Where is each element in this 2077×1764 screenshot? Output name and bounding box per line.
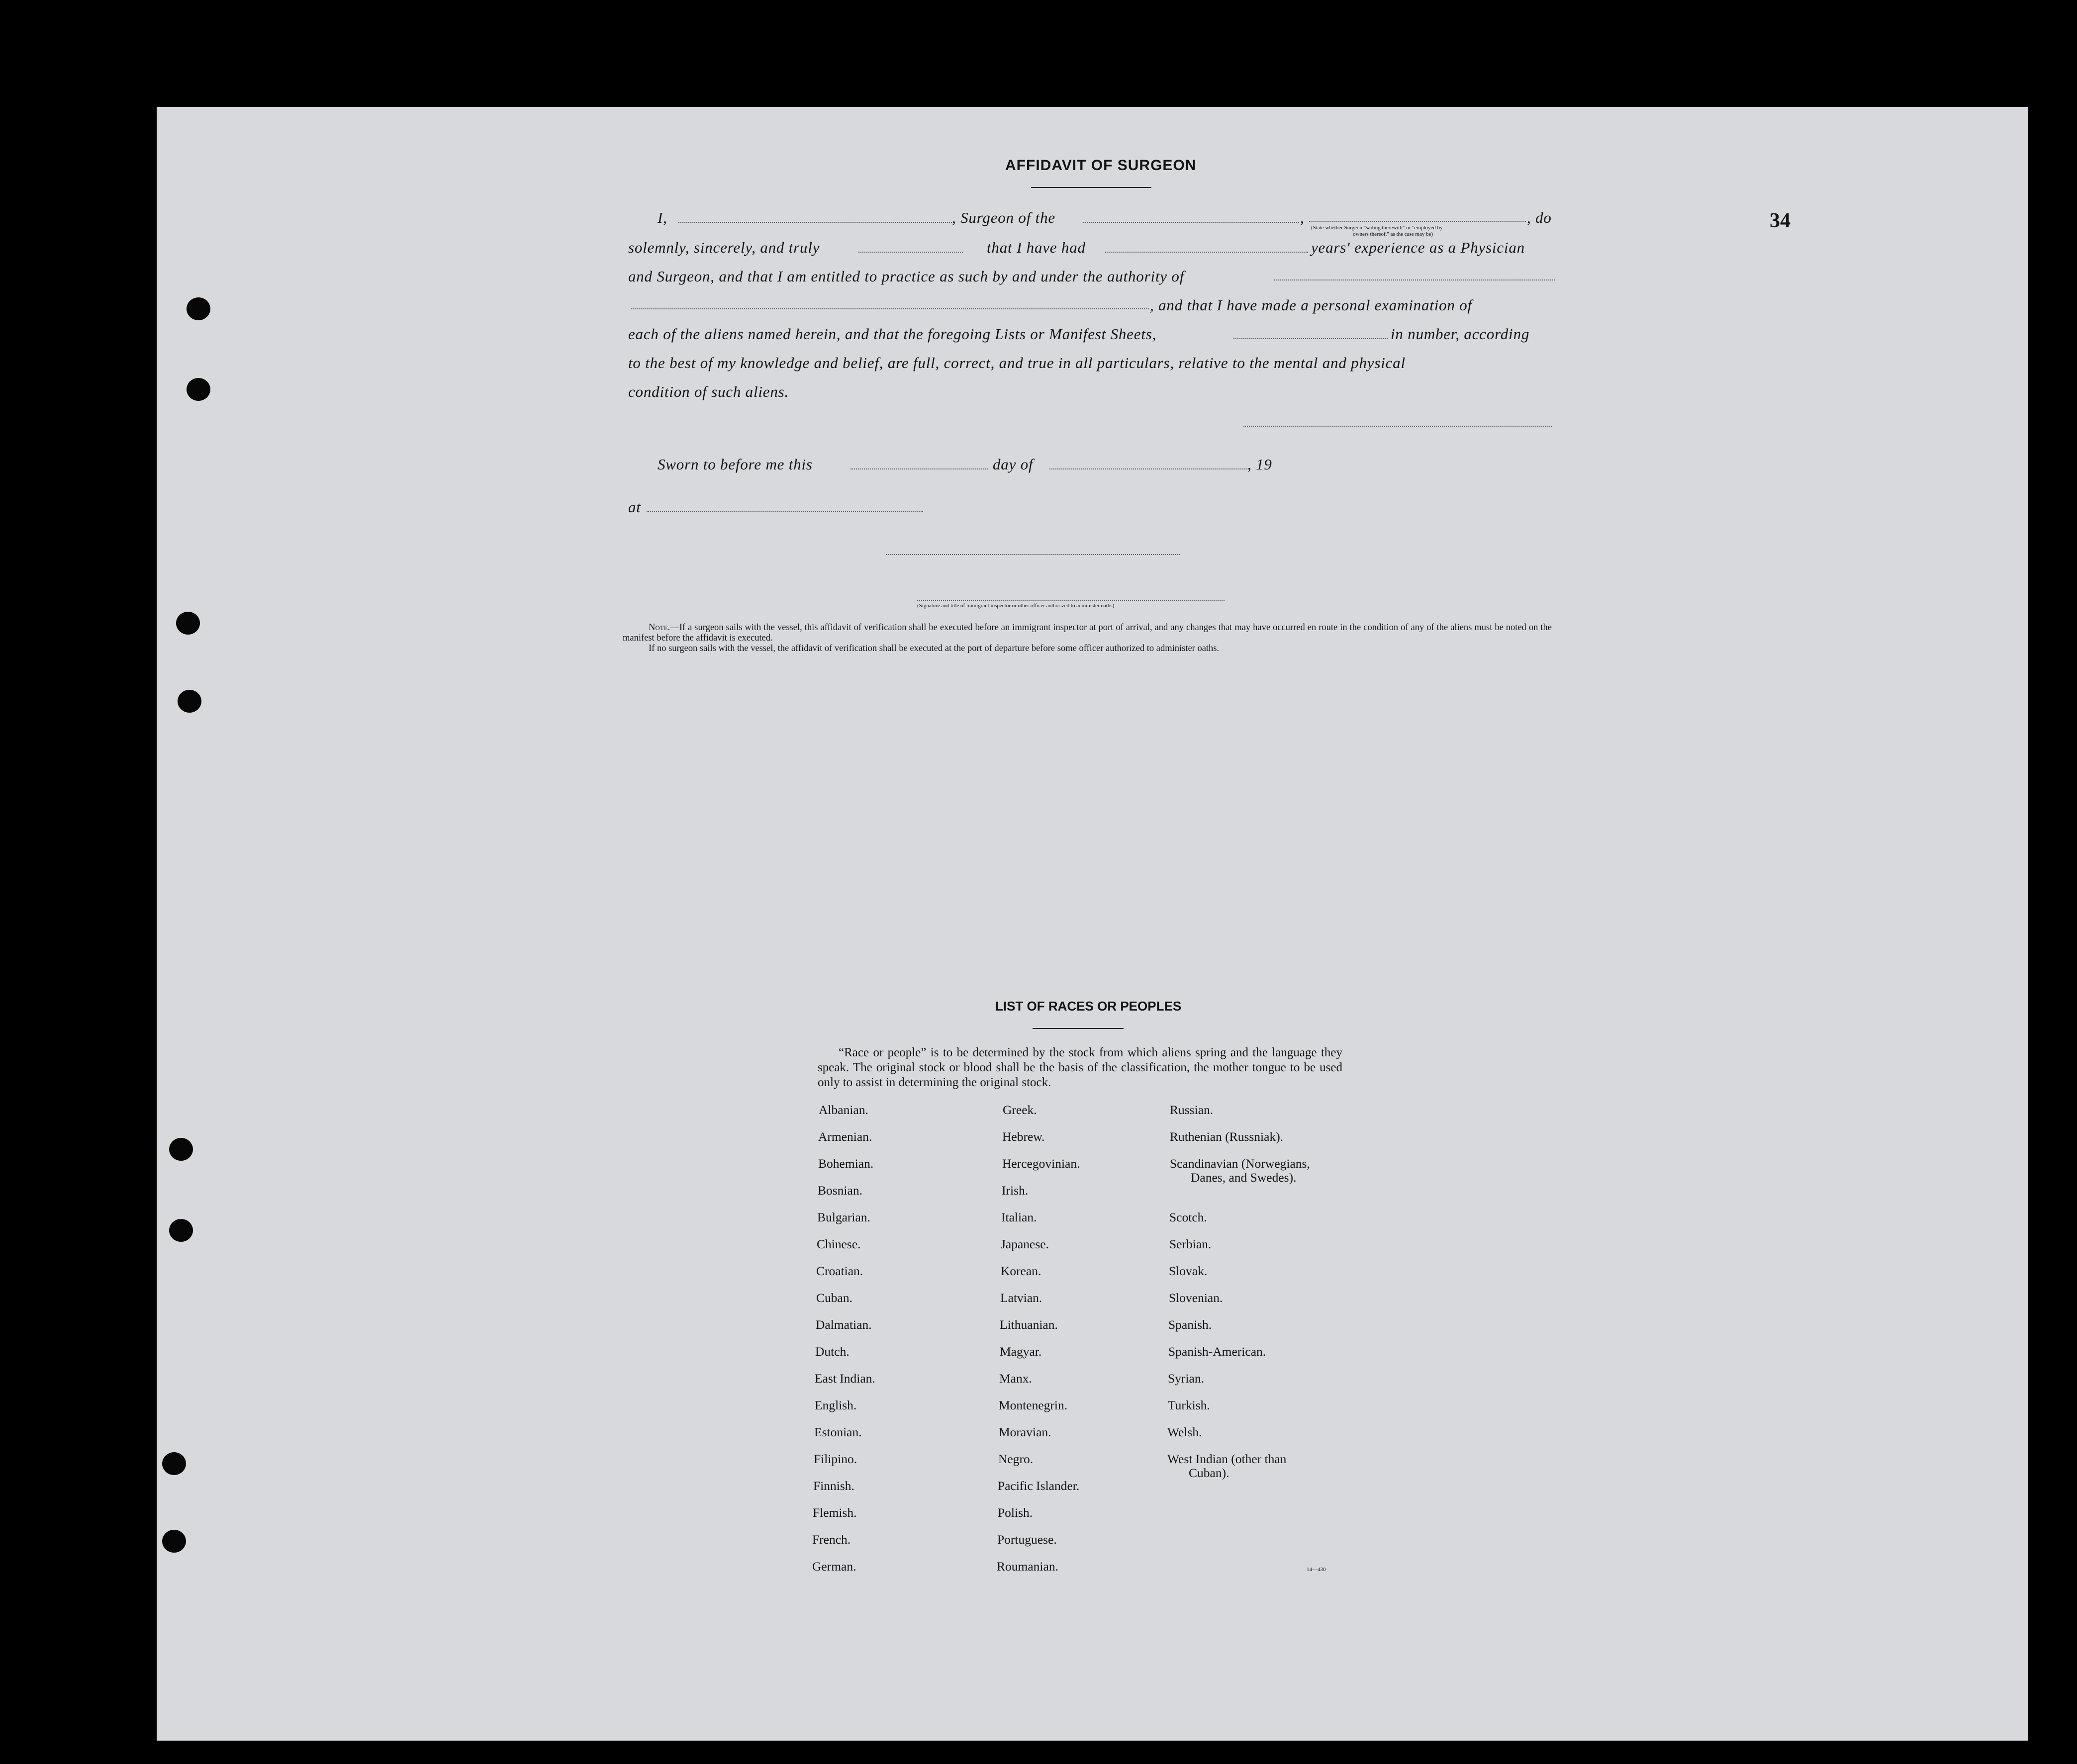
affidavit-text: , 19 xyxy=(1247,456,1272,473)
document-page xyxy=(157,107,2028,1741)
affidavit-text: , Surgeon of the xyxy=(952,209,1055,226)
place-field xyxy=(647,511,923,512)
races-intro xyxy=(818,1045,1342,1090)
page-number: 34 xyxy=(1770,209,1791,232)
race-item: Polish. xyxy=(998,1505,1033,1520)
race-item: Latvian. xyxy=(1000,1291,1042,1305)
punch-hole xyxy=(162,1452,186,1475)
race-item: East Indian. xyxy=(815,1371,875,1386)
race-item: Russian. xyxy=(1170,1103,1214,1117)
race-item: Portuguese. xyxy=(997,1532,1057,1547)
race-item: Ruthenian (Russniak). xyxy=(1170,1129,1284,1144)
affidavit-note xyxy=(623,623,1552,654)
affidavit-text: , do xyxy=(1527,209,1552,226)
note-text: —If a surgeon sails with the vessel, this affidavit of verification shall be executed before an immigrant inspector at port of arrival, and any changes that may have occurred en route in the condition of any of the aliens must be noted on the manifest before the affidavit is executed. xyxy=(623,623,1552,643)
surgeon-status-note: (State whether Surgeon "sailing therewith" or "employed by xyxy=(1311,225,1443,231)
race-item: Estonian. xyxy=(814,1425,862,1439)
race-item: Syrian. xyxy=(1168,1371,1204,1386)
punch-hole xyxy=(176,612,200,635)
race-item: Cuban. xyxy=(816,1291,852,1305)
punch-hole xyxy=(187,378,210,401)
race-item: Negro. xyxy=(998,1452,1034,1466)
affidavit-text: each of the aliens named herein, and that the foregoing Lists or Manifest Sheets, xyxy=(628,325,1157,343)
race-item: Roumanian. xyxy=(997,1559,1058,1574)
affidavit-text: in number, according xyxy=(1391,325,1530,343)
affidavit-text: that I have had xyxy=(987,239,1086,256)
race-item: Serbian. xyxy=(1169,1237,1212,1251)
affidavit-text: day of xyxy=(993,456,1034,473)
punch-hole xyxy=(162,1530,186,1553)
race-item: Finnish. xyxy=(813,1479,854,1493)
race-item: Manx. xyxy=(999,1371,1032,1386)
race-item: Croatian. xyxy=(816,1264,863,1278)
note-text: If no surgeon sails with the vessel, the affidavit of verification shall be executed at the port of departure before some officer authorized to administer oaths. xyxy=(649,644,1220,653)
affidavit-text: solemnly, sincerely, and truly xyxy=(628,239,820,256)
years-field xyxy=(1105,252,1308,253)
race-item: Korean. xyxy=(1001,1264,1041,1278)
signature-caption: (Signature and title of immigrant inspector or other officer authorized to administer oaths) xyxy=(917,603,1115,609)
affidavit-title: AFFIDAVIT OF SURGEON xyxy=(1005,157,1197,174)
affidavit-text: I, xyxy=(658,209,667,226)
officer-signature-field xyxy=(886,554,1180,555)
affidavit-text: , and that I have made a personal examination of xyxy=(1150,296,1472,314)
race-item: German. xyxy=(812,1559,856,1574)
race-item: Filipino. xyxy=(814,1452,857,1466)
race-item: French. xyxy=(812,1532,851,1547)
punch-hole xyxy=(178,690,201,713)
surgeon-status-field xyxy=(1309,221,1526,222)
race-item: Chinese. xyxy=(817,1237,861,1251)
race-item: Cuban). xyxy=(1189,1466,1229,1480)
officer-title-field xyxy=(917,600,1225,601)
note-label: Note. xyxy=(649,623,670,633)
affidavit-text: to the best of my knowledge and belief, are full, correct, and true in all particulars, relative to the mental and physical xyxy=(628,354,1406,371)
race-item: Armenian. xyxy=(818,1129,872,1144)
form-number: 14—430 xyxy=(1307,1567,1326,1573)
sheets-count-field xyxy=(1233,338,1388,339)
races-intro-text: “Race or people” is to be determined by the stock from which aliens spring and the language they speak. The original stock or blood shall be the basis of the classification, the mother tongue to be used only to assist in determining the original stock. xyxy=(818,1046,1342,1089)
race-item: Turkish. xyxy=(1168,1398,1210,1412)
race-item: Hercegovinian. xyxy=(1002,1156,1080,1171)
race-item: Moravian. xyxy=(999,1425,1051,1439)
race-item: Welsh. xyxy=(1167,1425,1202,1439)
race-item: Scotch. xyxy=(1169,1210,1207,1224)
surgeon-status-note: owners thereof," as the case may be) xyxy=(1353,231,1433,237)
race-item: Flemish. xyxy=(813,1505,857,1520)
race-item: Slovenian. xyxy=(1169,1291,1223,1305)
title-underline xyxy=(1031,187,1151,188)
affidavit-text: years' experience as a Physician xyxy=(1311,239,1525,256)
affidavit-text: at xyxy=(628,498,641,516)
race-item: Danes, and Swedes). xyxy=(1191,1170,1297,1185)
race-item: Magyar. xyxy=(1000,1344,1042,1359)
punch-hole xyxy=(187,297,210,320)
race-item: Bohemian. xyxy=(818,1156,874,1171)
affidavit-text: and Surgeon, and that I am entitled to practice as such by and under the authority of xyxy=(628,268,1185,285)
race-item: Bulgarian. xyxy=(817,1210,870,1224)
race-item: Irish. xyxy=(1002,1183,1029,1198)
race-item: Dutch. xyxy=(815,1344,850,1359)
races-title: LIST OF RACES OR PEOPLES xyxy=(995,999,1182,1014)
race-item: Slovak. xyxy=(1169,1264,1208,1278)
oath-field xyxy=(858,252,963,253)
race-item: Greek. xyxy=(1003,1103,1037,1117)
affidavit-text: condition of such aliens. xyxy=(628,383,789,400)
vessel-name-field xyxy=(1083,222,1299,223)
affidavit-text: , xyxy=(1300,209,1305,226)
affidavit-text: Sworn to before me this xyxy=(658,456,813,473)
race-item: English. xyxy=(815,1398,857,1412)
punch-hole xyxy=(169,1219,193,1242)
race-item: Scandinavian (Norwegians, xyxy=(1170,1156,1310,1171)
race-item: Hebrew. xyxy=(1002,1129,1045,1144)
punch-hole xyxy=(169,1138,193,1161)
race-item: Albanian. xyxy=(819,1103,868,1117)
race-item: Pacific Islander. xyxy=(998,1479,1080,1493)
sworn-month-field xyxy=(1049,468,1247,469)
race-item: Bosnian. xyxy=(818,1183,862,1198)
race-item: Italian. xyxy=(1001,1210,1037,1224)
authority-field xyxy=(1274,279,1555,280)
race-item: Montenegrin. xyxy=(999,1398,1068,1412)
race-item: Dalmatian. xyxy=(816,1317,872,1332)
surgeon-name-field xyxy=(678,222,952,223)
race-item: Spanish-American. xyxy=(1168,1344,1266,1359)
race-item: Lithuanian. xyxy=(1000,1317,1058,1332)
surgeon-signature-field xyxy=(1243,426,1552,427)
race-item: Japanese. xyxy=(1001,1237,1049,1251)
sworn-day-field xyxy=(850,468,988,469)
authority-field-cont xyxy=(631,308,1149,309)
races-title-underline xyxy=(1033,1028,1124,1029)
race-item: West Indian (other than xyxy=(1167,1452,1287,1466)
race-item: Spanish. xyxy=(1168,1317,1212,1332)
